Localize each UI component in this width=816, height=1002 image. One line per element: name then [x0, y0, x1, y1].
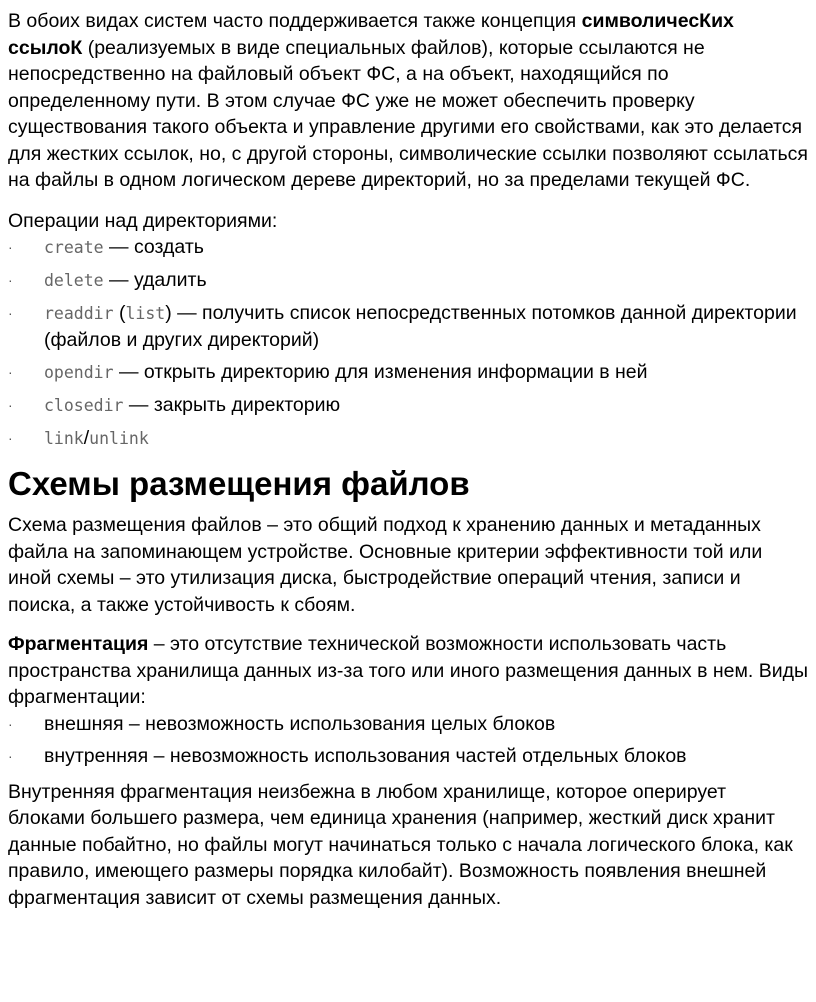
list-item-desc: — открыть директорию для изменения информации в ней [113, 361, 648, 383]
paren-open: ( [113, 302, 126, 324]
section-title: Схемы размещения файлов [8, 465, 470, 502]
code-term: link [44, 429, 84, 448]
code-term: create [44, 238, 104, 257]
list-item-desc: — создать [103, 236, 204, 258]
bullet-dot: · [8, 272, 13, 288]
code-term-alt: list [125, 304, 166, 323]
operations-list [8, 234, 808, 452]
list-item-desc: — закрыть директорию [123, 394, 341, 416]
document-page [8, 0, 808, 911]
code-term: readdir [44, 304, 114, 323]
list-item [8, 267, 808, 294]
list-item [8, 425, 808, 452]
list-item-desc: — получить список непосредственных потомков данной директории (файлов и других директорий) [44, 302, 797, 351]
code-term-alt: unlink [89, 429, 149, 448]
fragmentation-term: Фрагментация [8, 633, 149, 655]
bullet-dot: · [8, 397, 13, 413]
code-term: delete [44, 271, 104, 290]
list-item [8, 300, 808, 353]
bullet-dot: · [8, 364, 13, 380]
operations-heading: Операции над директориями: [8, 209, 278, 232]
bullet-dot: · [8, 715, 13, 732]
list-item [8, 711, 808, 737]
paren-close: ) [165, 302, 172, 324]
fragmentation-text: – это отсутствие технической возможности использовать часть пространства хранилища данных из-за того или иного размещения данных в нем. Виды фрагментации: [8, 633, 809, 708]
code-term: opendir [44, 363, 114, 382]
list-item [8, 743, 808, 769]
bullet-dot: · [8, 430, 13, 446]
intro-text-after: (реализуемых в виде специальных файлов), которые ссылаются не непосредственно на файловый объект ФС, а на объект, находящийся по определенному пути. В этом случае ФС уже не может обеспечить проверку существования такого объекта и управление другими его свойствами, как это делается для жестких ссылок, но, с другой стороны, символические ссылки позволяют ссылаться на файлы в одном логическом дереве директорий, но за пределами текущей ФС. [8, 36, 808, 191]
list-item-text: внутренняя – невозможность использования частей отдельных блоков [44, 744, 687, 767]
final-paragraph: Внутренняя фрагментация неизбежна в любом хранилище, которое оперирует блоками большего размера, чем единица хранения (например, жесткий диск хранит данные побайтно, но файлы могут начинаться только с начала логического блока, как правило, имеющего размеры порядка килобайт). Возможность появления внешней фрагментация зависит от схемы размещения данных. [8, 780, 793, 909]
intro-bold-term: символичесКих ссылоК [8, 10, 734, 59]
bullet-dot: · [8, 305, 13, 321]
bullet-dot: · [8, 747, 13, 764]
list-item [8, 359, 808, 386]
intro-text-before: В обоих видах систем часто поддерживается также концепция [8, 10, 582, 32]
list-item-desc: — удалить [103, 269, 207, 291]
fragmentation-types-list [8, 711, 808, 769]
intro-paragraph [8, 8, 808, 194]
code-term: closedir [44, 396, 124, 415]
bullet-dot: · [8, 239, 13, 255]
list-item [8, 234, 808, 261]
separator-slash: / [83, 427, 90, 449]
list-item [8, 392, 808, 419]
list-item-text: внешняя – невозможность использования целых блоков [44, 712, 556, 735]
schemes-paragraph: Схема размещения файлов – это общий подход к хранению данных и метаданных файла на запоминающем устройстве. Основные критерии эффективности той или иной схемы – это утилизация диска, быстродействие операций чтения, записи и поиска, а также устойчивость к сбоям. [8, 514, 763, 616]
fragmentation-paragraph [8, 631, 808, 711]
